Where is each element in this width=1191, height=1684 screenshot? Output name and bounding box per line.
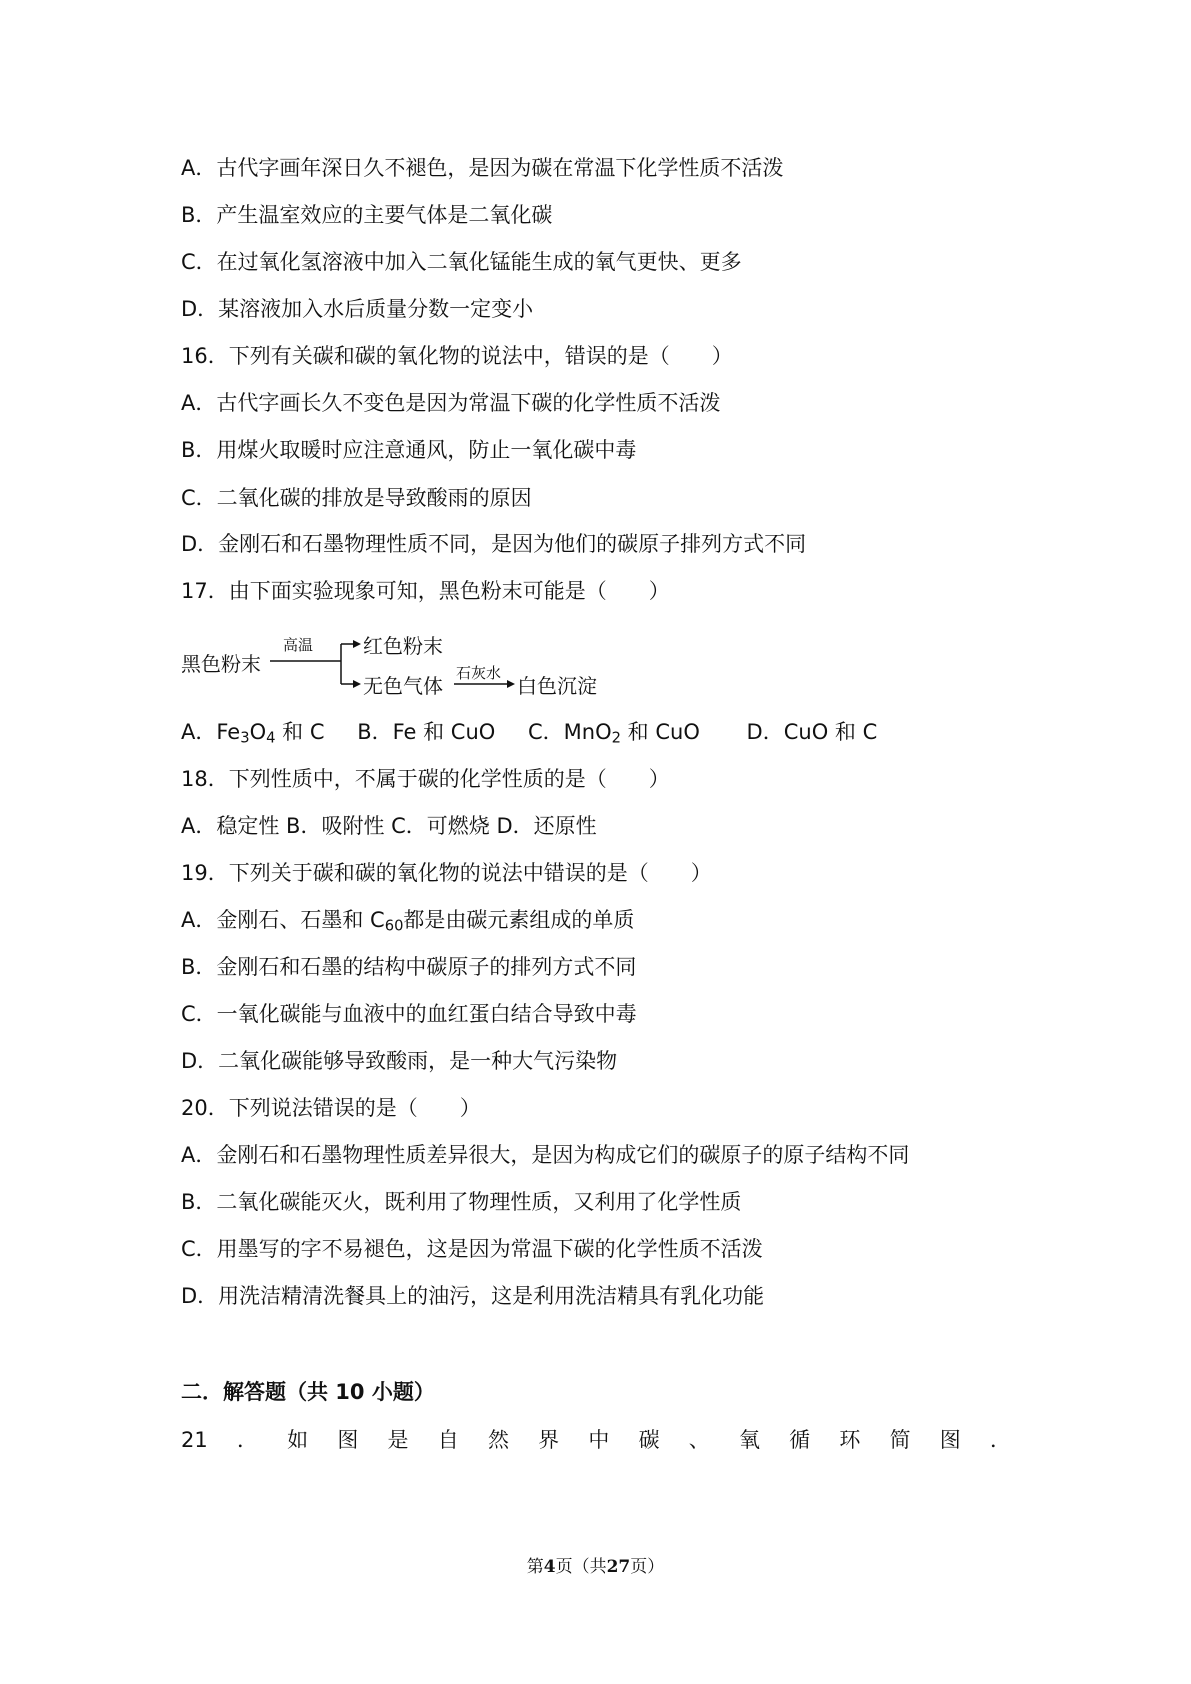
q20-option-c: C．用墨写的字不易褪色，这是因为常温下碳的化学性质不活泼 [181,1237,763,1261]
q21-stem [181,1426,1011,1454]
q21-char: 图 [337,1428,359,1452]
diagram-result: 白色沉淀 [517,674,597,698]
q21-char: ． [989,1428,1011,1452]
diagram-condition: 高温 [283,636,314,654]
reaction-diagram [181,628,651,708]
page-footer: 第4页（共27页） [526,1557,665,1577]
q20-option-b: B．二氧化碳能灭火，既利用了物理性质，又利用了化学性质 [181,1190,742,1214]
q18-stem: 18．下列性质中，不属于碳的化学性质的是（ ） [181,767,670,791]
diagram-reagent: 石灰水 [456,664,502,682]
q21-char: ． [236,1428,258,1452]
q19-option-a: A．金刚石、石墨和 $C_{60}$都是由碳元素组成的单质 [181,908,635,935]
q15-option-a: A．古代字画年深日久不褪色，是因为碳在常温下化学性质不活泼 [181,156,784,180]
q17-option-a: A．$Fe_3O_4$ 和 C [181,720,325,747]
q16-option-a: A．古代字画长久不变色是因为常温下碳的化学性质不活泼 [181,391,721,415]
q19-option-c: C．一氧化碳能与血液中的血红蛋白结合导致中毒 [181,1002,637,1026]
q19-option-d: D．二氧化碳能够导致酸雨，是一种大气污染物 [181,1049,618,1073]
diagram-product2: 无色气体 [363,674,443,698]
q17-stem: 17．由下面实验现象可知，黑色粉末可能是（ ） [181,579,670,603]
q16-option-d: D．金刚石和石墨物理性质不同，是因为他们的碳原子排列方式不同 [181,532,807,556]
page-total: 27 [606,1557,631,1577]
q21-char: 自 [437,1428,459,1452]
q16-option-c: C．二氧化碳的排放是导致酸雨的原因 [181,486,532,510]
q18-options: A．稳定性 B．吸附性 C．可燃烧 D．还原性 [181,814,597,838]
q21-char: 氧 [738,1428,760,1452]
section-title: 二．解答题（共 10 小题） [181,1380,435,1404]
q21-char: 循 [789,1428,811,1452]
page-number: 4 [543,1557,556,1577]
q21-char: 图 [939,1428,961,1452]
q15-option-d: D．某溶液加入水后质量分数一定变小 [181,297,534,321]
q17-option-c: C．MnO$_2$ 和 CuO [528,720,700,747]
q21-char: 简 [889,1428,911,1452]
q21-char: 如 [287,1428,309,1452]
q21-char: 界 [538,1428,560,1452]
q21-char: 是 [387,1428,409,1452]
q21-char: 然 [487,1428,509,1452]
q16-option-b: B．用煤火取暖时应注意通风，防止一氧化碳中毒 [181,438,637,462]
q17-options [181,718,877,746]
diagram-start: 黑色粉末 [181,652,261,676]
q19-stem: 19．下列关于碳和碳的氧化物的说法中错误的是（ ） [181,861,712,885]
q17-option-d: D．CuO 和 C [746,720,878,744]
q20-option-d: D．用洗洁精清洗餐具上的油污，这是利用洗洁精具有乳化功能 [181,1284,765,1308]
q19-option-b: B．金刚石和石墨的结构中碳原子的排列方式不同 [181,955,637,979]
q16-stem: 16．下列有关碳和碳的氧化物的说法中，错误的是（ ） [181,344,733,368]
q20-stem: 20．下列说法错误的是（ ） [181,1096,481,1120]
q15-option-c: C．在过氧化氢溶液中加入二氧化锰能生成的氧气更快、更多 [181,250,742,274]
q21-char: 21 [181,1428,208,1452]
q21-char: 中 [588,1428,610,1452]
q21-char: 碳 [638,1428,660,1452]
diagram-product1: 红色粉末 [363,634,443,658]
q15-option-b: B．产生温室效应的主要气体是二氧化碳 [181,203,553,227]
q17-option-b: B．Fe 和 CuO [357,720,496,744]
q21-char: 、 [688,1428,710,1452]
q21-char: 环 [839,1428,861,1452]
q20-option-a: A．金刚石和石墨物理性质差异很大，是因为构成它们的碳原子的原子结构不同 [181,1143,910,1167]
